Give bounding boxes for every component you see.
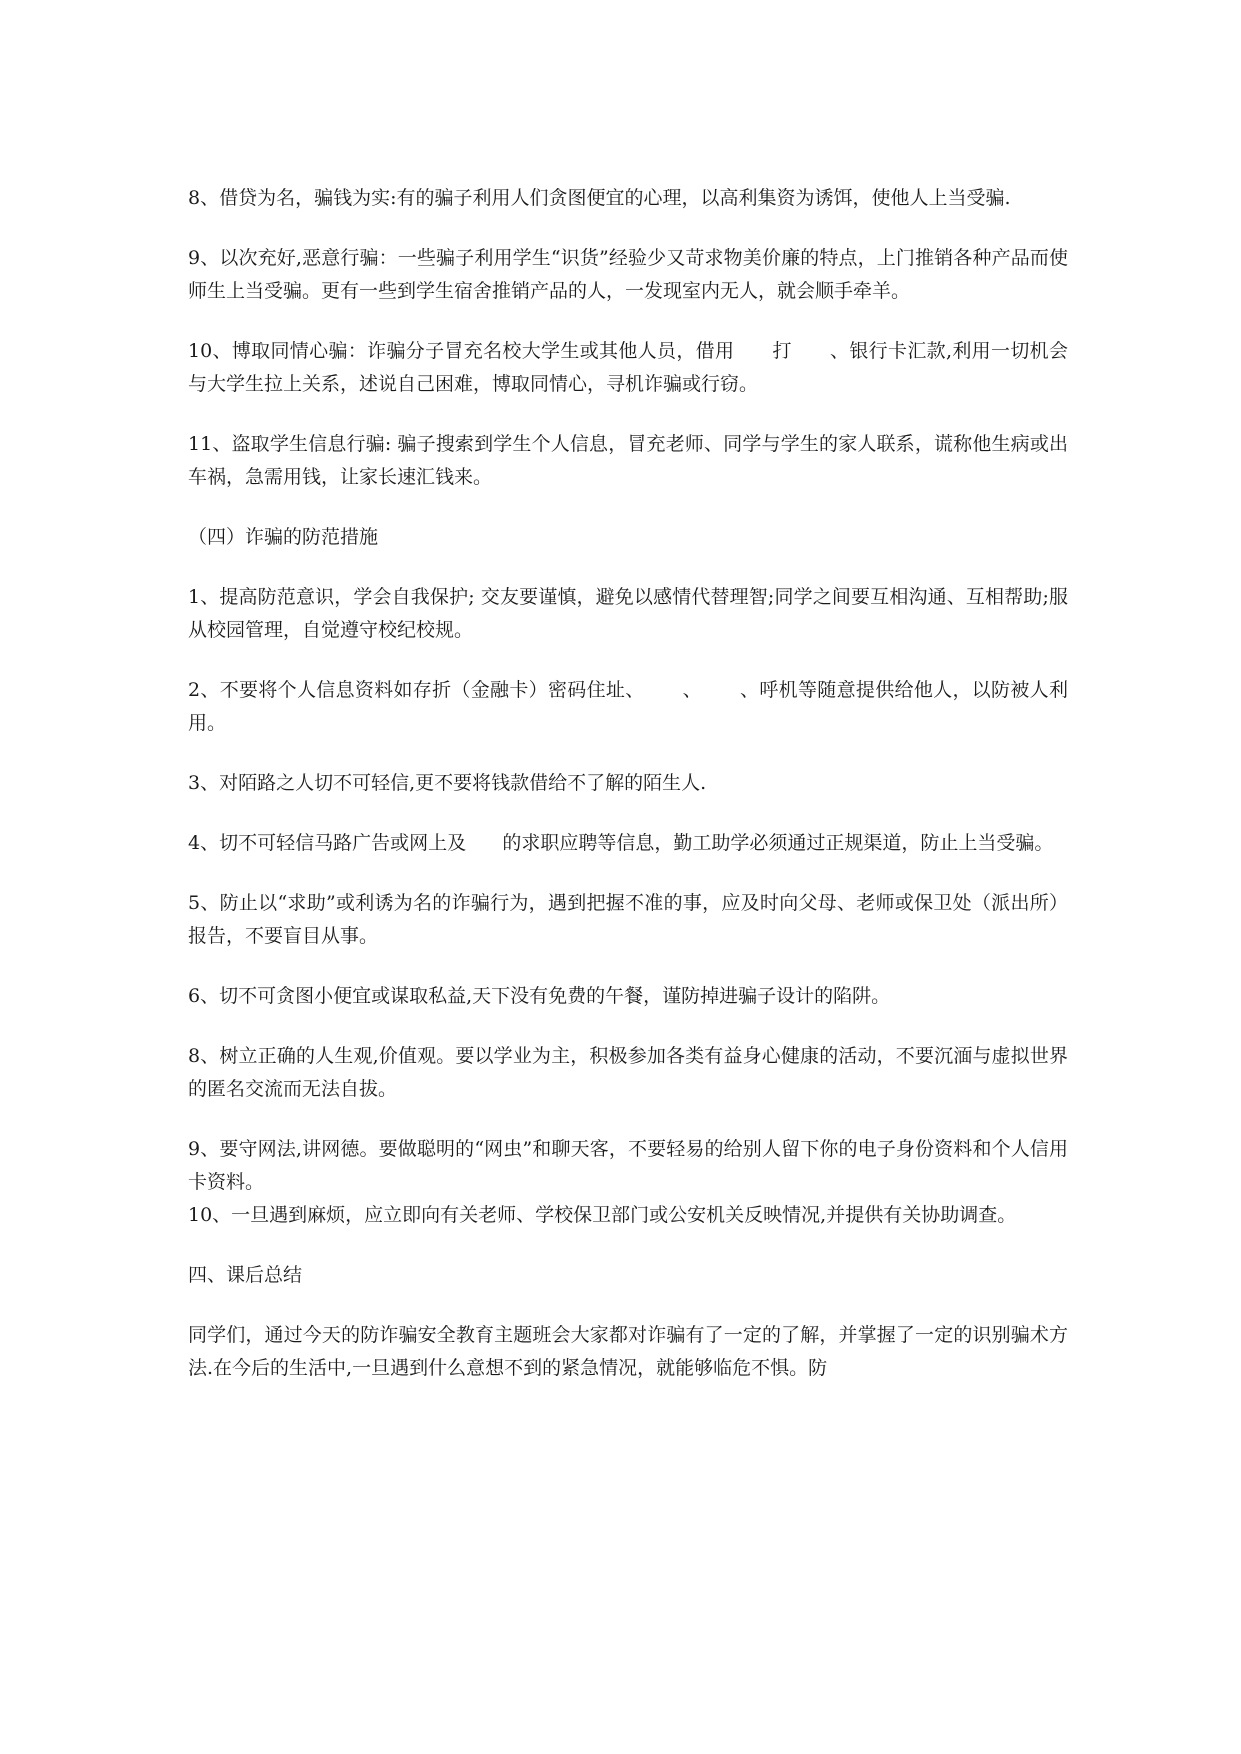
paragraph-prevention-10: 10、一旦遇到麻烦，应立即向有关老师、学校保卫部门或公安机关反映情况,并提供有关协助调查。 — [188, 1204, 1017, 1226]
paragraph-item-8-loan-fraud: 8、借贷为名，骗钱为实:有的骗子利用人们贪图便宜的心理，以高利集资为诱饵，使他人上当受骗. — [188, 187, 1011, 209]
paragraph-prevention-2: 2、不要将个人信息资料如存折（金融卡）密码住址、 、 、呼机等随意提供给他人，以防被人利用。 — [188, 679, 1068, 734]
paragraph-prevention-9: 9、要守网法,讲网德。要做聪明的“网虫”和聊天客，不要轻易的给别人留下你的电子身份资料和个人信用卡资料。 — [188, 1138, 1068, 1193]
paragraph-prevention-5: 5、防止以“求助”或利诱为名的诈骗行为，遇到把握不准的事，应及时向父母、老师或保卫处（派出所）报告，不要盲目从事。 — [188, 892, 1068, 947]
section-heading-summary: 四、课后总结 — [188, 1264, 303, 1286]
paragraph-prevention-4: 4、切不可轻信马路广告或网上及 的求职应聘等信息，勤工助学必须通过正规渠道，防止上当受骗。 — [188, 832, 1054, 854]
section-heading-prevention: （四）诈骗的防范措施 — [188, 526, 379, 548]
document-body — [188, 182, 1068, 1412]
paragraph-item-10-sympathy-fraud: 10、博取同情心骗：诈骗分子冒充名校大学生或其他人员，借用 打 、银行卡汇款,利用一切机会与大学生拉上关系，述说自己困难，博取同情心，寻机诈骗或行窃。 — [188, 340, 1068, 395]
paragraph-item-9-inferior-goods: 9、以次充好,恶意行骗：一些骗子利用学生“识货”经验少又苛求物美价廉的特点，上门推销各种产品而使师生上当受骗。更有一些到学生宿舍推销产品的人，一发现室内无人，就会顺手牵羊。 — [188, 247, 1068, 302]
paragraph-prevention-6: 6、切不可贪图小便宜或谋取私益,天下没有免费的午餐，谨防掉进骗子设计的陷阱。 — [188, 985, 891, 1007]
paragraph-summary: 同学们，通过今天的防诈骗安全教育主题班会大家都对诈骗有了一定的了解，并掌握了一定的识别骗术方法.在今后的生活中,一旦遇到什么意想不到的紧急情况，就能够临危不惧。防 — [188, 1324, 1068, 1379]
paragraph-item-11-info-theft: 11、盗取学生信息行骗: 骗子搜索到学生个人信息，冒充老师、同学与学生的家人联系，谎称他生病或出车祸，急需用钱，让家长速汇钱来。 — [188, 433, 1068, 488]
paragraph-prevention-1: 1、提高防范意识，学会自我保护; 交友要谨慎，避免以感情代替理智;同学之间要互相沟通、互相帮助;服从校园管理，自觉遵守校纪校规。 — [188, 586, 1068, 641]
paragraph-prevention-3: 3、对陌路之人切不可轻信,更不要将钱款借给不了解的陌生人. — [188, 772, 707, 794]
paragraph-prevention-8: 8、树立正确的人生观,价值观。要以学业为主，积极参加各类有益身心健康的活动，不要沉湎与虚拟世界的匿名交流而无法自拔。 — [188, 1045, 1068, 1100]
